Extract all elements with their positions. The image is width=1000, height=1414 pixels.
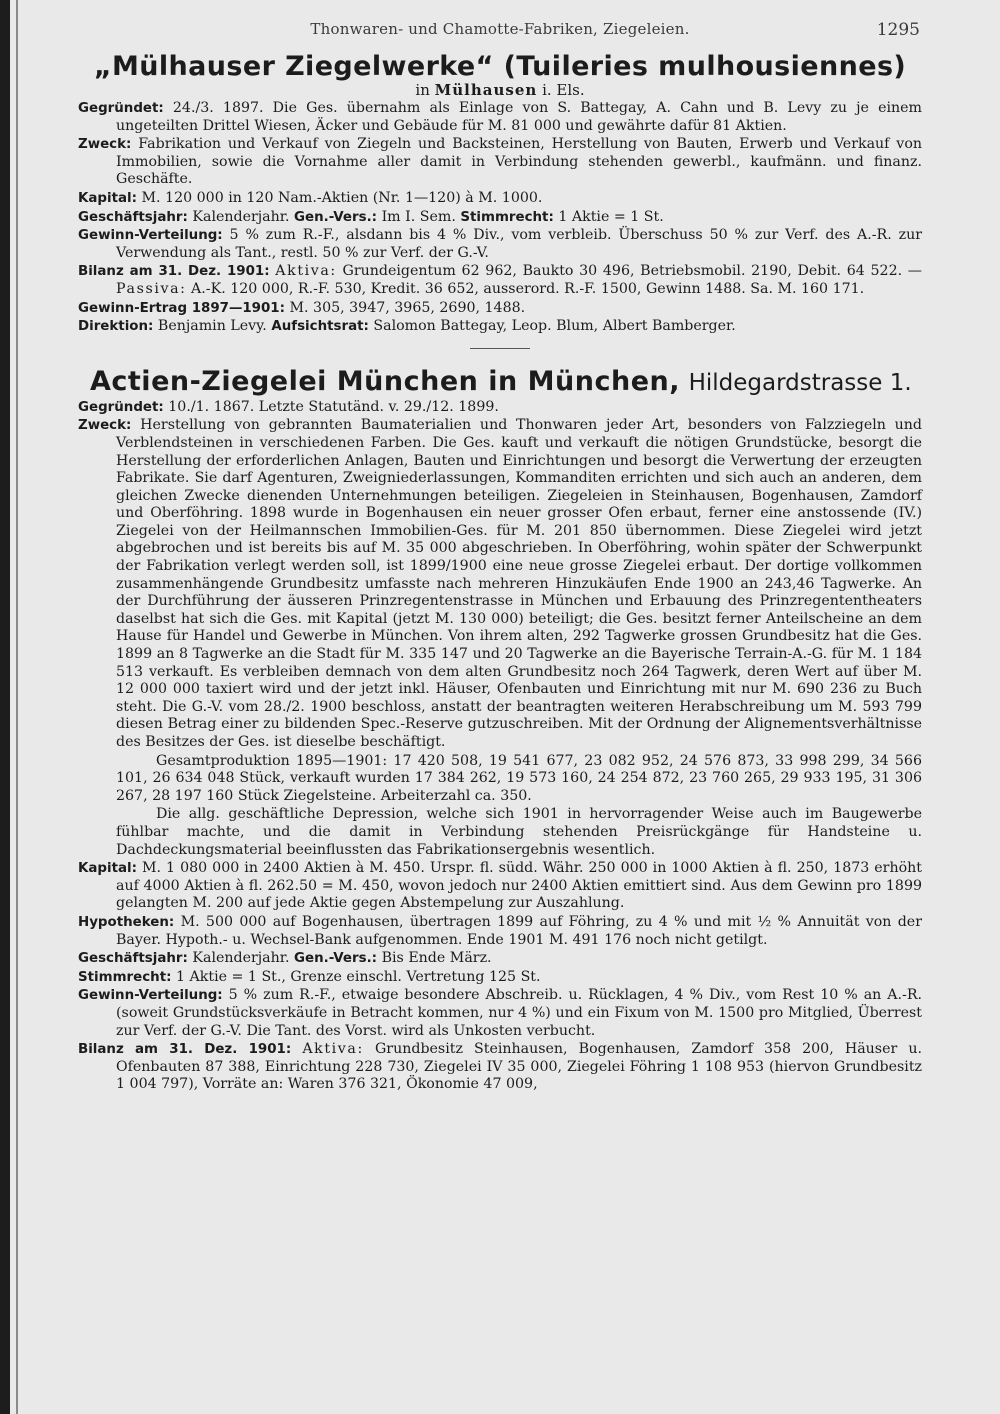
company-title: „Mülhauser Ziegelwerke“ (Tuileries mulhousiennes) (93, 51, 907, 82)
entry-geschaeftsjahr: Geschäftsjahr: Kalenderjahr. Gen.-Vers.: Bis Ende März. (78, 950, 492, 967)
page-edge-line (16, 0, 18, 1414)
entry-bilanz: Bilanz am 31. Dez. 1901: Aktiva: Grundeigentum 62 962, Baukto 30 496, Betriebsmobil. 2190, Debit. 64 522. — Passiva: A.-K. 120 000, R.-F. 530, Kredit. 36 652, ausserord. R.-F. 1500, Gewinn 1488. Sa. M. 160 171. (78, 263, 922, 297)
entry-depression: Die allg. geschäftliche Depression, welche sich 1901 in hervorragender Weise auch im Baugewerbe fühlbar machte, und die damit in Verbindung stehenden Preisrückgänge für Handsteine u. Dachdeckungsmaterial beeinflussten das Fabrikationsergebnis wesentlich. (116, 806, 922, 858)
page (78, 20, 922, 1094)
running-header (78, 20, 922, 42)
entry-kapital: Kapital: M. 120 000 in 120 Nam.-Aktien (Nr. 1—120) à M. 1000. (78, 189, 543, 206)
section-separator (470, 348, 530, 349)
entry-zweck: Zweck: Herstellung von gebrannten Baumaterialien und Thonwaren jeder Art, besonders von Falzziegeln und Verblendsteinen in verschiedenen Farben. Die Ges. kauft und verkauft die nötigen Grundstücke, besorgt die Herstellung der erforderlichen Anlagen, Bauten und Einrichtungen und besorgt die Verwertung der erzeugten Fabrikate. Sie darf Agenturen, Zweigniederlassungen, Kommanditen errichten und sich auch an anderen, dem gleichen Zwecke dienenden Unternehmungen beteiligen. Ziegeleien in Steinhausen, Bogenhausen, Zamdorf und Oberföhring. 1898 wurde in Bogenhausen ein neuer grosser Ofen erbaut, ferner eine anstossende (IV.) Ziegelei von der Heilmannschen Immobilien-Ges. für M. 201 850 übernommen. Diese Ziegelei wird jetzt abgebrochen und ist bereits bis auf M. 35 000 abgeschrieben. In Oberföhring, wohin später der Schwerpunkt der Fabrikation verlegt werden soll, ist 1899/1900 eine neue grosse Ziegelei erbaut. Der dortige vollkommen zusammenhängende Grundbesitz umfasste nach mehreren Hinzukäufen Ende 1900 an 243,46 Tagwerke. An der Durchführung der äusseren Prinzregentenstrasse in München und Erbauung des Prinzregententheaters daselbst hat sich die Ges. mit Kapital (jetzt M. 130 000) beteiligt; die Ges. besitzt ferner Anteilscheine an dem Hause für Handel und Gewerbe in München. Von ihrem alten, 292 Tagwerke grossen Grundbesitz hat die Ges. 1899 an 8 Tagwerke an die Stadt für M. 335 147 und 20 Tagwerke an die Bayerische Terrain-A.-G. für M. 1 184 513 verkauft. Es verbleiben demnach von dem alten Grundbesitz noch 264 Tagwerk, deren Wert auf über M. 12 000 000 taxiert wird und der jetzt inkl. Häuser, Ofenbauten und Einrichtung mit nur M. 690 236 zu Buch steht. Die G.-V. vom 28./2. 1900 beschloss, anstatt der beantragten weiteren Herabschreibung um M. 593 799 diesen Betrag einer zu bildenden Spec.-Reserve gutzuschreiben. Mit der Ordnung der Alignementsverhältnisse des Besitzes der Ges. ist dieselbe beschäftigt. (78, 417, 922, 750)
company-address: Hildegardstrasse 1. (688, 369, 912, 396)
entry-geschaeftsjahr: Geschäftsjahr: Kalenderjahr. Gen.-Vers.: Im I. Sem. Stimmrecht: 1 Aktie = 1 St. (78, 208, 664, 225)
entry-gewinn-ertrag: Gewinn-Ertrag 1897—1901: M. 305, 3947, 3965, 2690, 1488. (78, 299, 526, 316)
entry-gegruendet: Gegründet: 24./3. 1897. Die Ges. übernahm als Einlage von S. Battegay, A. Cahn und B. Levy zu je einem ungeteilten Drittel Wiesen, Äcker und Gebäude für M. 81 000 und gewährte dafür 81 Aktien. (78, 100, 922, 134)
entry-gewinn-verteilung: Gewinn-Verteilung: 5 % zum R.-F., etwaige besondere Abschreib. u. Rücklagen, 4 % Div., vom Rest 10 % an A.-R. (soweit Grundstücksverkäufe in Betracht kommen, nur 4 %) und ein Fixum von M. 1500 pro Mitglied, Überrest zur Verf. der G.-V. Die Tant. des Vorst. wird als Unkosten verbucht. (78, 987, 923, 1039)
company-title: Actien-Ziegelei München in München, Hildegardstrasse 1. (90, 365, 912, 397)
page-number: 1295 (876, 20, 920, 40)
company-entry-muelhauser (78, 52, 922, 336)
entry-zweck: Zweck: Fabrikation und Verkauf von Ziegeln und Backsteinen, Herstellung von Bauten, Erwerb und Verkauf von Immobilien, sowie die Vornahme aller damit in Verbindung stehenden gewerbl., kaufmänn. und finanz. Geschäfte. (78, 136, 923, 188)
running-header-title: Thonwaren- und Chamotte-Fabriken, Ziegeleien. (310, 20, 690, 38)
entry-gesamtproduktion: Gesamtproduktion 1895—1901: 17 420 508, 19 541 677, 23 082 952, 24 576 873, 33 998 299, 34 566 101, 26 634 048 Stück, verkauft wurden 17 384 262, 19 573 160, 24 254 872, 23 760 265, 29 933 195, 31 306 267, 28 197 160 Stück Ziegelsteine. Arbeiterzahl ca. 350. (116, 752, 922, 804)
entry-gewinn-verteilung: Gewinn-Verteilung: 5 % zum R.-F., alsdann bis 4 % Div., vom verbleib. Überschuss 50 % zur Verf. des A.-R. zur Verwendung als Tant., restl. 50 % zur Verf. der G.-V. (78, 227, 922, 261)
location-city: Mülhausen (434, 81, 538, 99)
entry-bilanz: Bilanz am 31. Dez. 1901: Aktiva: Grundbesitz Steinhausen, Bogenhausen, Zamdorf 358 200, Häuser u. Ofenbauten 87 388, Einrichtung 228 730, Ziegelei IV 35 000, Ziegelei Föhring 1 108 953 (hiervon Grundbesitz 1 004 797), Vorräte an: Waren 376 321, Ökonomie 47 009, (78, 1041, 923, 1093)
company-location: in Mülhausen i. Els. (415, 81, 585, 99)
entry-stimmrecht: Stimmrecht: 1 Aktie = 1 St., Grenze einschl. Vertretung 125 St. (78, 968, 541, 985)
entry-kapital: Kapital: M. 1 080 000 in 2400 Aktien à M. 450. Urspr. fl. südd. Währ. 250 000 in 1000 Aktien à fl. 250, 1873 erhöht auf 4000 Aktien à fl. 262.50 = M. 450, wovon jedoch nur 2400 Aktien emittiert sind. Aus dem Gewinn pro 1899 gelangten M. 200 auf jede Aktie gegen Abstempelung zur Auszahlung. (78, 860, 922, 912)
entry-direktion: Direktion: Benjamin Levy. Aufsichtsrat: Salomon Battegay, Leop. Blum, Albert Bamberger. (78, 318, 736, 335)
company-entry-actien-ziegelei (78, 367, 922, 1094)
book-spine-shadow (0, 0, 10, 1414)
entry-gegruendet: Gegründet: 10./1. 1867. Letzte Statutänd. v. 29./12. 1899. (78, 398, 499, 415)
entry-hypotheken: Hypotheken: M. 500 000 auf Bogenhausen, übertragen 1899 auf Föhring, zu 4 % und mit ½ % Annuität von der Bayer. Hypoth.- u. Wechsel-Bank aufgenommen. Ende 1901 M. 491 176 noch nicht getilgt. (78, 913, 922, 948)
